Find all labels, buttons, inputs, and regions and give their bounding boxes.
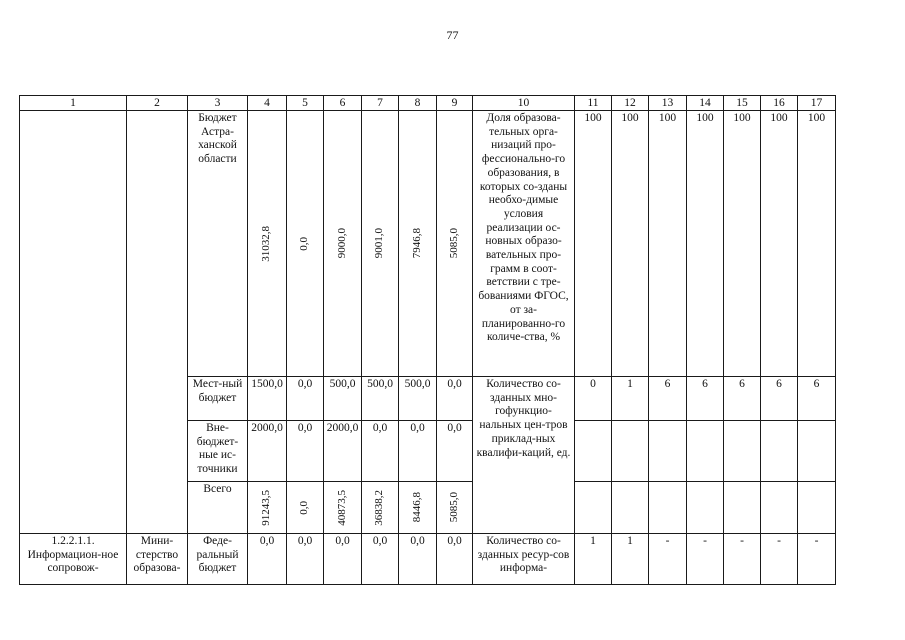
target-value-cell — [724, 482, 761, 534]
total-amount-cell — [437, 482, 473, 534]
amount-cell: 1500,0 — [248, 377, 287, 421]
target-value-cell: 6 — [798, 377, 836, 421]
amount-cell: 0,0 — [248, 534, 287, 585]
column-number: 7 — [362, 96, 399, 111]
target-value-cell: - — [649, 534, 687, 585]
amount-cell: 0,0 — [287, 534, 324, 585]
target-value-cell — [724, 421, 761, 482]
code-cell — [20, 111, 127, 534]
total-amount-cell — [287, 482, 324, 534]
target-value-cell: 100 — [649, 111, 687, 377]
amount-year-cell — [324, 111, 362, 377]
target-value-cell — [687, 482, 724, 534]
column-number: 10 — [473, 96, 575, 111]
funding-source-cell: Всего — [188, 482, 248, 534]
column-number: 13 — [649, 96, 687, 111]
column-number: 5 — [287, 96, 324, 111]
amount-cell: 500,0 — [399, 377, 437, 421]
target-value-cell — [575, 482, 612, 534]
funding-source-cell: Бюджет Астра-ханской области — [188, 111, 248, 377]
amount-year-cell — [437, 111, 473, 377]
target-value-cell: 1 — [612, 534, 649, 585]
indicator-cell: Количество со-зданных ресур-сов информа- — [473, 534, 575, 585]
amount-cell: 0,0 — [287, 377, 324, 421]
amount-year-value: 9000,0 — [335, 228, 348, 259]
target-value-cell: - — [687, 534, 724, 585]
column-number: 12 — [612, 96, 649, 111]
total-amount-value: 8446,8 — [410, 492, 423, 523]
column-number-row — [20, 96, 836, 111]
amount-cell: 2000,0 — [324, 421, 362, 482]
column-number: 17 — [798, 96, 836, 111]
total-amount-value: 5085,0 — [447, 492, 460, 523]
executor-cell: Мини-стерство образова- — [127, 534, 188, 585]
amount-cell: 0,0 — [362, 534, 399, 585]
amount-year-value: 0,0 — [298, 236, 311, 251]
amount-cell: 0,0 — [437, 377, 473, 421]
column-number: 14 — [687, 96, 724, 111]
amount-cell: 0,0 — [287, 421, 324, 482]
total-amount-cell — [362, 482, 399, 534]
target-value-cell: 6 — [649, 377, 687, 421]
amount-cell: 0,0 — [437, 534, 473, 585]
amount-cell: 0,0 — [437, 421, 473, 482]
column-number: 16 — [761, 96, 798, 111]
target-value-cell — [761, 482, 798, 534]
column-number: 3 — [188, 96, 248, 111]
target-value-cell: 100 — [761, 111, 798, 377]
total-amount-value: 91243,5 — [260, 489, 273, 526]
column-number: 6 — [324, 96, 362, 111]
target-value-cell — [612, 482, 649, 534]
column-number: 1 — [20, 96, 127, 111]
target-value-cell: 100 — [575, 111, 612, 377]
column-number: 15 — [724, 96, 761, 111]
funding-source-cell: Вне-бюджет-ные ис-точники — [188, 421, 248, 482]
target-value-cell — [575, 421, 612, 482]
table-row-regional-budget — [20, 111, 836, 377]
total-amount-cell — [324, 482, 362, 534]
target-value-cell: - — [724, 534, 761, 585]
column-number: 2 — [127, 96, 188, 111]
target-value-cell — [798, 421, 836, 482]
indicator-cell: Доля образова-тельных орга-низаций про-фессионально-го образования, в которых со-зданы необхо-димые условия реализации ос-новных образо-вательных про-грамм в соот-ветствии с тре-бованиями ФГОС, от за-планированно-го количе-ства, % — [473, 111, 575, 377]
target-value-cell: - — [761, 534, 798, 585]
target-value-cell: 100 — [724, 111, 761, 377]
target-value-cell: 6 — [687, 377, 724, 421]
target-value-cell: 1 — [575, 534, 612, 585]
target-value-cell — [687, 421, 724, 482]
target-value-cell: - — [798, 534, 836, 585]
target-value-cell: 0 — [575, 377, 612, 421]
total-amount-value: 36838,2 — [373, 489, 386, 526]
target-value-cell — [649, 421, 687, 482]
column-number: 4 — [248, 96, 287, 111]
amount-cell: 500,0 — [324, 377, 362, 421]
target-value-cell — [761, 421, 798, 482]
amount-total-cell — [248, 111, 287, 377]
program-table — [19, 95, 836, 585]
funding-source-cell: Мест-ный бюджет — [188, 377, 248, 421]
amount-year-cell — [399, 111, 437, 377]
total-amount-value: 40873,5 — [335, 489, 348, 526]
target-value-cell: 100 — [798, 111, 836, 377]
amount-year-value: 7946,8 — [410, 228, 423, 259]
amount-year-cell — [362, 111, 399, 377]
funding-source-cell: Феде-ральный бюджет — [188, 534, 248, 585]
target-value-cell — [798, 482, 836, 534]
amount-cell: 0,0 — [399, 421, 437, 482]
executor-cell — [127, 111, 188, 534]
target-value-cell: 6 — [724, 377, 761, 421]
activity-code-cell: 1.2.2.1.1. Информацион-ное сопровож- — [20, 534, 127, 585]
amount-total-value: 31032,8 — [260, 225, 273, 262]
amount-cell: 0,0 — [362, 421, 399, 482]
column-number: 9 — [437, 96, 473, 111]
target-value-cell: 100 — [687, 111, 724, 377]
amount-year-cell — [287, 111, 324, 377]
target-value-cell: 100 — [612, 111, 649, 377]
amount-year-value: 9001,0 — [373, 228, 386, 259]
column-number: 11 — [575, 96, 612, 111]
target-value-cell — [612, 421, 649, 482]
amount-cell: 2000,0 — [248, 421, 287, 482]
amount-cell: 500,0 — [362, 377, 399, 421]
amount-cell: 0,0 — [324, 534, 362, 585]
page-number: 77 — [446, 28, 459, 42]
column-number: 8 — [399, 96, 437, 111]
total-amount-cell — [248, 482, 287, 534]
target-value-cell: 1 — [612, 377, 649, 421]
indicator-cell: Количество со-зданных мно-гофункцио-нальных цен-тров приклад-ных квалифи-каций, ед. — [473, 377, 575, 534]
total-amount-value: 0,0 — [298, 500, 311, 515]
target-value-cell: 6 — [761, 377, 798, 421]
amount-year-value: 5085,0 — [447, 228, 460, 259]
amount-cell: 0,0 — [399, 534, 437, 585]
total-amount-cell — [399, 482, 437, 534]
target-value-cell — [649, 482, 687, 534]
table-row-activity — [20, 534, 836, 585]
